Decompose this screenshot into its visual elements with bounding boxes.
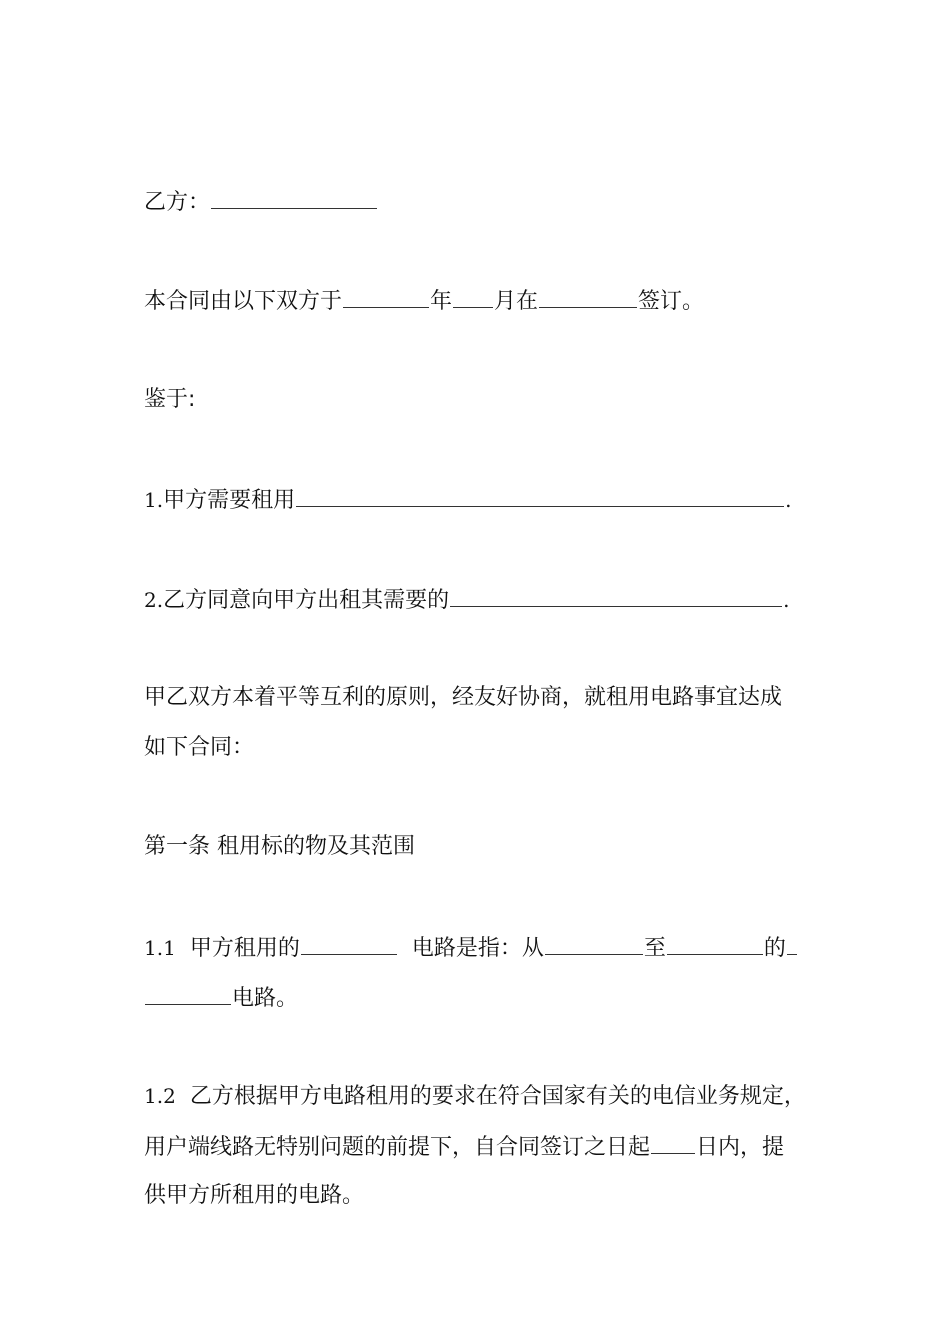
clause-1-1-part1: 甲方租用的 xyxy=(189,936,300,961)
signing-suffix: 签订。 xyxy=(638,289,705,314)
clause-1-1-line-2 xyxy=(144,982,298,1014)
clause-1-1-part4: 的 xyxy=(763,936,786,961)
party-b-line xyxy=(144,186,378,218)
clause-1-1-part5: 电路。 xyxy=(232,986,299,1011)
from-blank[interactable] xyxy=(545,932,643,955)
recital-1-text: 甲方需要租用 xyxy=(163,488,296,513)
party-b-label: 乙方： xyxy=(144,190,211,215)
signing-line xyxy=(144,285,704,317)
clause-1-2-text-1: 乙方根据甲方电路租用的要求在符合国家有关的电信业务规定， xyxy=(189,1084,806,1109)
recital-2-blank[interactable] xyxy=(450,584,782,607)
clause-1-1-line-1 xyxy=(144,932,798,964)
article-1-title: 第一条 租用标的物及其范围 xyxy=(144,834,415,859)
recital-1-number: 1. xyxy=(144,488,164,512)
circuit-name-blank[interactable] xyxy=(145,982,231,1005)
clause-1-2-text-2a: 用户端线路无特别问题的前提下，自合同签订之日起 xyxy=(144,1135,651,1160)
clause-1-1-part3: 至 xyxy=(643,936,666,961)
recital-1-end: . xyxy=(785,488,792,512)
signing-month-at: 月在 xyxy=(494,289,539,314)
agreement-line-2: 如下合同： xyxy=(144,735,255,760)
whereas-heading: 鉴于: xyxy=(144,387,196,412)
recital-2-text: 乙方同意向甲方出租其需要的 xyxy=(163,588,450,613)
signing-prefix: 本合同由以下双方于 xyxy=(144,289,343,314)
recital-1-blank[interactable] xyxy=(296,484,784,507)
clause-1-2-text-2b: 日内，提 xyxy=(696,1135,785,1160)
recital-2-number: 2. xyxy=(144,588,164,612)
recital-2-line xyxy=(144,584,789,616)
clause-1-1-number: 1.1 xyxy=(144,936,176,960)
signing-year: 年 xyxy=(430,289,453,314)
clause-1-2-line-1 xyxy=(144,1081,806,1112)
circuit-type-blank[interactable] xyxy=(301,932,397,955)
recital-2-end: . xyxy=(783,588,790,612)
clause-1-2-line-3: 供甲方所租用的电路。 xyxy=(144,1183,365,1208)
circuit-name-blank-start[interactable] xyxy=(787,932,797,955)
to-blank[interactable] xyxy=(667,932,763,955)
days-blank[interactable] xyxy=(651,1131,695,1154)
clause-1-2-line-2 xyxy=(144,1131,784,1163)
clause-1-1-part2: 电路是指：从 xyxy=(411,936,544,961)
place-blank[interactable] xyxy=(539,285,637,308)
year-blank[interactable] xyxy=(343,285,429,308)
clause-1-2-number: 1.2 xyxy=(144,1084,176,1108)
month-blank[interactable] xyxy=(453,285,493,308)
recital-1-line xyxy=(144,484,791,516)
party-b-blank[interactable] xyxy=(211,186,377,209)
agreement-line-1: 甲乙双方本着平等互利的原则，经友好协商，就租用电路事宜达成 xyxy=(144,685,783,710)
